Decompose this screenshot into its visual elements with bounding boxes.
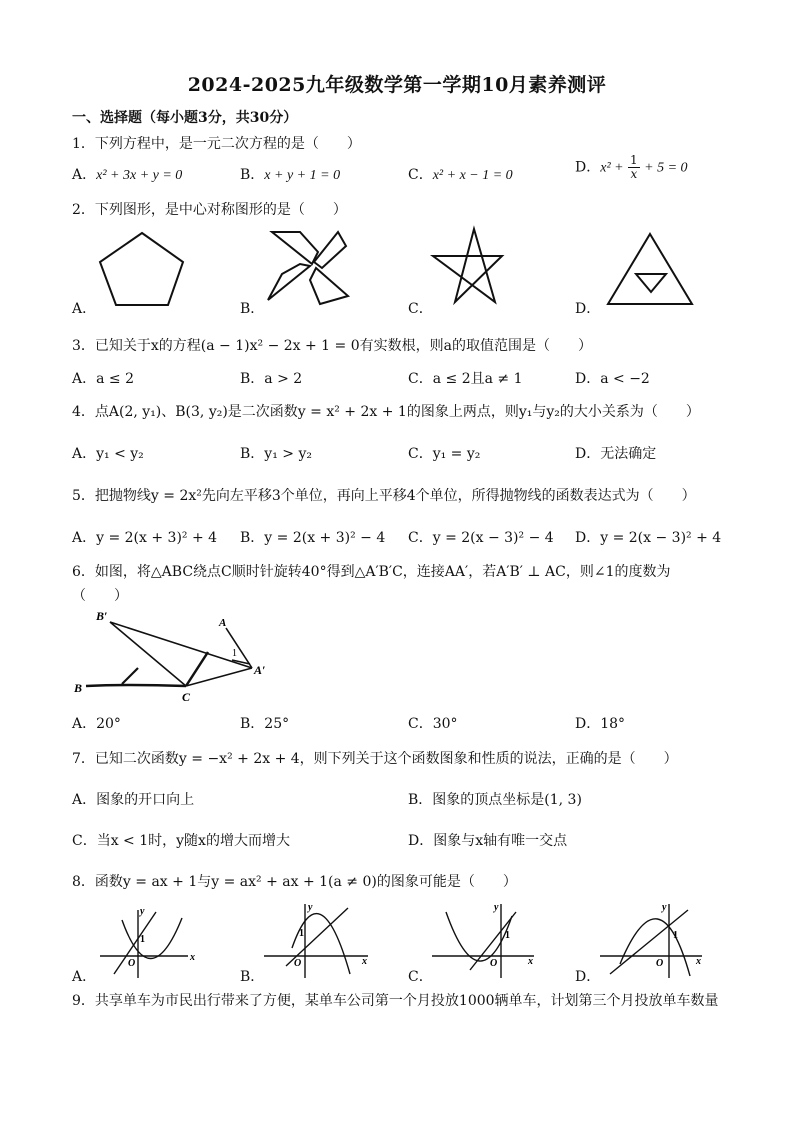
graph-c — [432, 904, 534, 978]
star-figure — [433, 229, 502, 302]
graph-a-origin: O — [128, 958, 136, 969]
graph-d — [600, 904, 702, 978]
graph-c-y-label: y — [494, 902, 499, 913]
q5-option-c: C．y = 2(x − 3)² − 4 — [408, 530, 554, 546]
q2-option-d: D． — [575, 301, 601, 317]
q7-option-b: B．图象的顶点坐标是(1, 3) — [408, 792, 582, 808]
segment-bc — [86, 685, 186, 686]
label-angle-1: 1 — [232, 648, 237, 659]
q2-option-a: A． — [72, 301, 97, 317]
q6-rotation-figure — [66, 606, 286, 706]
label-a: A — [219, 617, 227, 629]
q7-option-d: D．图象与x轴有唯一交点 — [408, 833, 568, 849]
q4-option-b: B．y₁ > y₂ — [240, 446, 312, 462]
q6-stem: 6．如图，将△ABC绕点C顺时针旋转40°得到△A′B′C，连接AA′，若A′B′ ⊥ AC，则∠1的度数为 — [72, 564, 671, 580]
graph-a-y-label: y — [140, 906, 145, 917]
graph-b-x-label: x — [362, 956, 367, 967]
fraction: $\frac{1}{x}$ — [630, 153, 638, 181]
q3-option-d: D．a < −2 — [575, 371, 650, 387]
label-b: B — [74, 681, 83, 695]
q1-option-c: C．x² + x − 1 = 0 — [408, 167, 513, 183]
inner-triangle — [636, 274, 666, 292]
q4-option-a: A．y₁ < y₂ — [72, 446, 144, 462]
q2-figures — [0, 222, 794, 318]
graph-d-one: 1 — [673, 930, 678, 941]
q2-stem: 2．下列图形，是中心对称图形的是（ ） — [72, 202, 347, 218]
graph-b-one: 1 — [299, 928, 304, 939]
segment-b1a1 — [110, 622, 252, 668]
q6-option-a: A．20° — [72, 716, 121, 732]
triangle-figure — [608, 234, 692, 304]
pentagon-figure — [100, 233, 183, 305]
graph-b-origin: O — [294, 958, 302, 969]
graph-c-one: 1 — [505, 930, 510, 941]
graph-d-x-label: x — [696, 956, 701, 967]
q4-option-d: D．无法确定 — [575, 446, 657, 462]
q2-option-c: C． — [408, 301, 433, 317]
q5-option-a: A．y = 2(x + 3)² + 4 — [72, 530, 218, 546]
q6-option-c: C．30° — [408, 716, 458, 732]
q1-option-a: A．x² + 3x + y = 0 — [72, 167, 183, 183]
q1-option-b: B．x + y + 1 = 0 — [240, 167, 341, 183]
q8-stem: 8．函数y = ax + 1与y = ax² + ax + 1(a ≠ 0)的图象可能是（ ） — [72, 874, 517, 890]
graph-d-y-label: y — [662, 902, 667, 913]
section-heading: 一、选择题（每小题3分，共30分） — [72, 110, 298, 126]
q7-option-a: A．图象的开口向上 — [72, 792, 195, 808]
graph-b-y-label: y — [308, 902, 313, 913]
q9-stem: 9．共享单车为市民出行带来了方便，某单车公司第一个月投放1000辆单车，计划第三个月投放单车数量 — [72, 993, 719, 1009]
graph-b — [264, 904, 368, 978]
q1-stem: 1．下列方程中，是一元二次方程的是（ ） — [72, 136, 361, 152]
q7-option-c: C．当x < 1时，y随x的增大而增大 — [72, 833, 290, 849]
segment-b1c — [110, 622, 186, 686]
q1-option-d: D．x² + $\frac{1}{x}$ + 5 = 0 — [575, 153, 688, 181]
q3-option-c: C．a ≤ 2且a ≠ 1 — [408, 371, 523, 387]
graph-a-x-label: x — [190, 952, 195, 963]
q6-stem-bracket: （ ） — [72, 588, 128, 604]
q5-option-b: B．y = 2(x + 3)² − 4 — [240, 530, 386, 546]
q4-option-c: C．y₁ = y₂ — [408, 446, 481, 462]
q3-option-a: A．a ≤ 2 — [72, 371, 134, 387]
q6-option-b: B．25° — [240, 716, 290, 732]
label-a1: A′ — [254, 663, 266, 677]
q8-option-c: C． — [408, 969, 433, 985]
page-title: 2024-2025九年级数学第一学期10月素养测评 — [187, 74, 607, 96]
graph-c-origin: O — [490, 958, 498, 969]
q3-option-b: B．a > 2 — [240, 371, 303, 387]
graph-c-x-label: x — [528, 956, 533, 967]
graph-a-one: 1 — [140, 934, 145, 945]
q8-option-a: A． — [72, 969, 97, 985]
q8-graphs — [0, 898, 794, 982]
q3-stem: 3．已知关于x的方程(a − 1)x² − 2x + 1 = 0有实数根，则a的取值范围是（ ） — [72, 338, 592, 354]
pinwheel-figure — [268, 232, 348, 304]
q6-option-d: D．18° — [575, 716, 626, 732]
segment-ba — [122, 668, 138, 684]
label-b1: B′ — [96, 609, 108, 623]
q8-option-b: B． — [240, 969, 265, 985]
q5-option-d: D．y = 2(x − 3)² + 4 — [575, 530, 722, 546]
q5-stem: 5．把抛物线y = 2x²先向左平移3个单位，再向上平移4个单位，所得抛物线的函数表达式为（ ） — [72, 488, 696, 504]
q7-stem: 7．已知二次函数y = −x² + 2x + 4，则下列关于这个函数图象和性质的说法，正确的是（ ） — [72, 751, 678, 767]
label-c: C — [182, 690, 191, 704]
q4-stem: 4．点A(2, y₁)、B(3, y₂)是二次函数y = x² + 2x + 1的图象上两点，则y₁与y₂的大小关系为（ ） — [72, 404, 700, 420]
graph-d-origin: O — [656, 958, 664, 969]
q2-option-b: B． — [240, 301, 265, 317]
q8-option-d: D． — [575, 969, 601, 985]
